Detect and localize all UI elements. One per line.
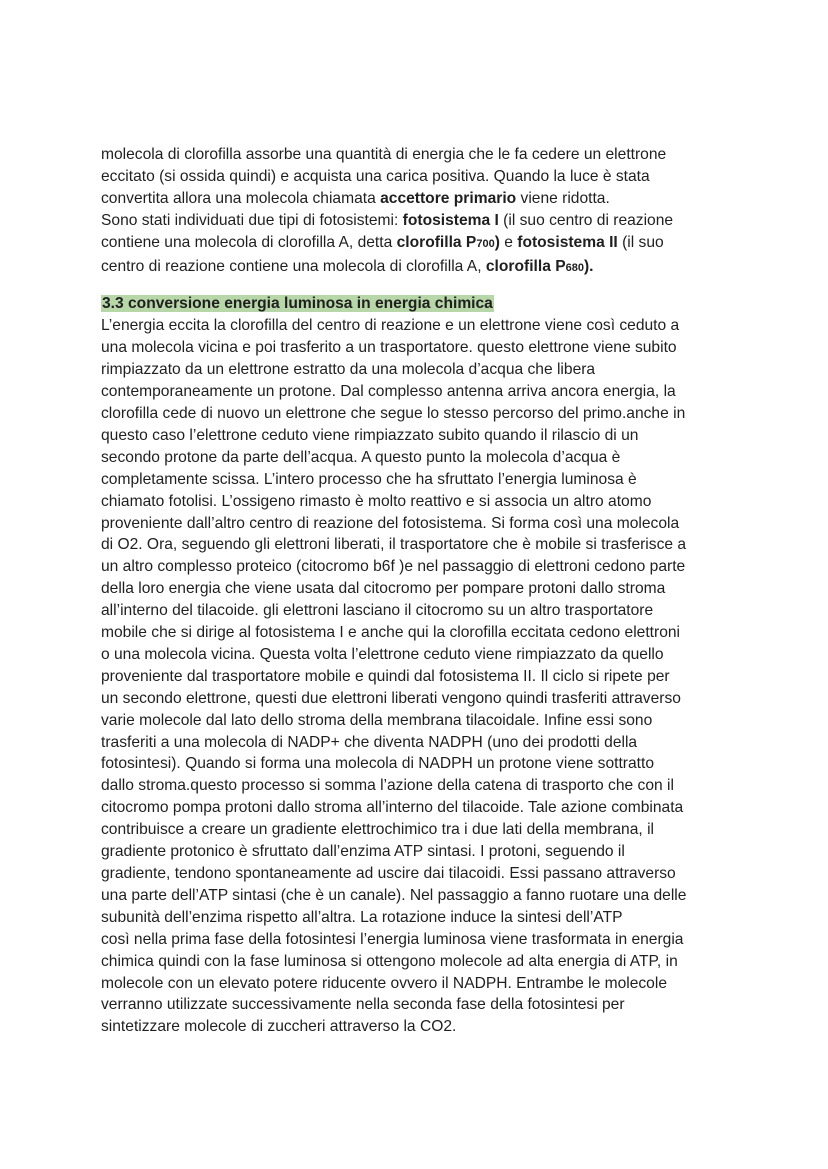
text-line: rimpiazzato da un elettrone estratto da una molecola d’acqua che libera bbox=[101, 361, 596, 379]
text-line: proveniente dall’altro centro di reazione del fotosistema. Si forma così una molecola bbox=[101, 514, 680, 532]
text-line: così nella prima fase della fotosintesi l’energia luminosa viene trasformata in energia bbox=[101, 930, 684, 948]
text-line: completamente scissa. L’intero processo che ha sfruttato l’energia luminosa è bbox=[101, 470, 637, 488]
text-line: Sono stati individuati due tipi di fotosistemi: fotosistema I (il suo centro di reazione bbox=[101, 211, 674, 229]
section-paragraph bbox=[101, 315, 741, 1038]
text-line: subunità dell’enzima rispetto all’altra. La rotazione induce la sintesi dell’ATP bbox=[101, 908, 623, 926]
text-line: all’interno del tilacoide. gli elettroni lasciano il citocromo su un altro trasportatore bbox=[101, 602, 654, 620]
text-line: convertita allora una molecola chiamata accettore primario viene ridotta. bbox=[101, 189, 610, 207]
text-line: contiene una molecola di clorofilla A, detta clorofilla P700) e fotosistema II (il suo bbox=[101, 233, 664, 251]
section-heading bbox=[101, 293, 741, 315]
text-line: eccitato (si ossida quindi) e acquista una carica positiva. Quando la luce è stata bbox=[101, 167, 650, 185]
text-line: contribuisce a creare un gradiente elettrochimico tra i due lati della membrana, il bbox=[101, 821, 654, 839]
text-line: fotosintesi). Quando si forma una molecola di NADPH un protone viene sottratto bbox=[101, 755, 654, 773]
text-line: secondo protone da parte dell’acqua. A questo punto la molecola d’acqua è bbox=[101, 448, 621, 466]
text-line: L’energia eccita la clorofilla del centro di reazione e un elettrone viene così ceduto a bbox=[101, 317, 680, 335]
text-line: contemporaneamente un protone. Dal complesso antenna arriva ancora energia, la bbox=[101, 383, 676, 401]
text-line: varie molecole dal lato dello stroma della membrana tilacoidale. Infine essi sono bbox=[101, 711, 653, 729]
bold-term: fotosistema II bbox=[517, 233, 618, 251]
text-line: sintetizzare molecole di zuccheri attraverso la CO2. bbox=[101, 1018, 457, 1036]
text-line: proveniente dal trasportatore mobile e quindi dal fotosistema II. Il ciclo si ripete per bbox=[101, 667, 670, 685]
text-line: dallo stroma.questo processo si somma l’azione della catena di trasporto che con il bbox=[101, 777, 674, 795]
text-line: una molecola vicina e poi trasferito a un trasportatore. questo elettrone viene subito bbox=[101, 339, 677, 357]
text-line: o una molecola vicina. Questa volta l’elettrone ceduto viene rimpiazzato da quello bbox=[101, 645, 664, 663]
text-line: centro di reazione contiene una molecola di clorofilla A, clorofilla P680). bbox=[101, 257, 594, 275]
text-line: molecola di clorofilla assorbe una quantità di energia che le fa cedere un elettrone bbox=[101, 146, 667, 163]
text-line: clorofilla cede di nuovo un elettrone che segue lo stesso percorso del primo.anche in bbox=[101, 404, 686, 422]
text-line: un altro complesso proteico (citocromo b6f )e nel passaggio di elettroni cedono parte bbox=[101, 558, 686, 576]
text-line: mobile che si dirige al fotosistema I e anche qui la clorofilla eccitata cedono elettroni bbox=[101, 624, 681, 642]
text-line: gradiente protonico è sfruttato dall’enzima ATP sintasi. I protoni, seguendo il bbox=[101, 843, 625, 861]
text-line: molecole con un elevato potere riducente ovvero il NADPH. Entrambe le molecole bbox=[101, 974, 667, 992]
text-line: questo caso l’elettrone ceduto viene rimpiazzato subito quando il rilascio di un bbox=[101, 426, 639, 444]
text-line: trasferiti a una molecola di NADP+ che diventa NADPH (uno dei prodotti della bbox=[101, 733, 638, 751]
text-line: chiamato fotolisi. L’ossigeno rimasto è molto reattivo e si associa un altro atomo bbox=[101, 492, 652, 510]
text-line: di O2. Ora, seguendo gli elettroni liberati, il trasportatore che è mobile si trasferisce a bbox=[101, 536, 687, 554]
bold-term: fotosistema I bbox=[402, 211, 499, 229]
text-line: una parte dell’ATP sintasi (che è un canale). Nel passaggio a fanno ruotare una delle bbox=[101, 886, 687, 904]
text-line: chimica quindi con la fase luminosa si ottengono molecole ad alta energia di ATP, in bbox=[101, 952, 678, 970]
bold-term: clorofilla P680). bbox=[485, 257, 594, 275]
intro-paragraph bbox=[101, 144, 741, 279]
section-heading-text: 3.3 conversione energia luminosa in energia chimica bbox=[102, 295, 493, 313]
text-line: citocromo pompa protoni dallo stroma all’interno del tilacoide. Tale azione combinata bbox=[101, 799, 684, 817]
text-line: verranno utilizzate successivamente nella seconda fase della fotosintesi per bbox=[101, 996, 625, 1014]
text-line: gradiente, tendono spontaneamente ad uscire dai tilacoidi. Essi passano attraverso bbox=[101, 865, 676, 882]
text-line: della loro energia che viene usata dal citocromo per pompare protoni dallo stroma bbox=[101, 580, 666, 598]
bold-term: accettore primario bbox=[380, 189, 517, 207]
text-line: un secondo elettrone, questi due elettroni liberati vengono quindi trasferiti attraverso bbox=[101, 689, 681, 707]
document-page bbox=[101, 144, 741, 1038]
bold-term: clorofilla P700) bbox=[396, 233, 500, 251]
